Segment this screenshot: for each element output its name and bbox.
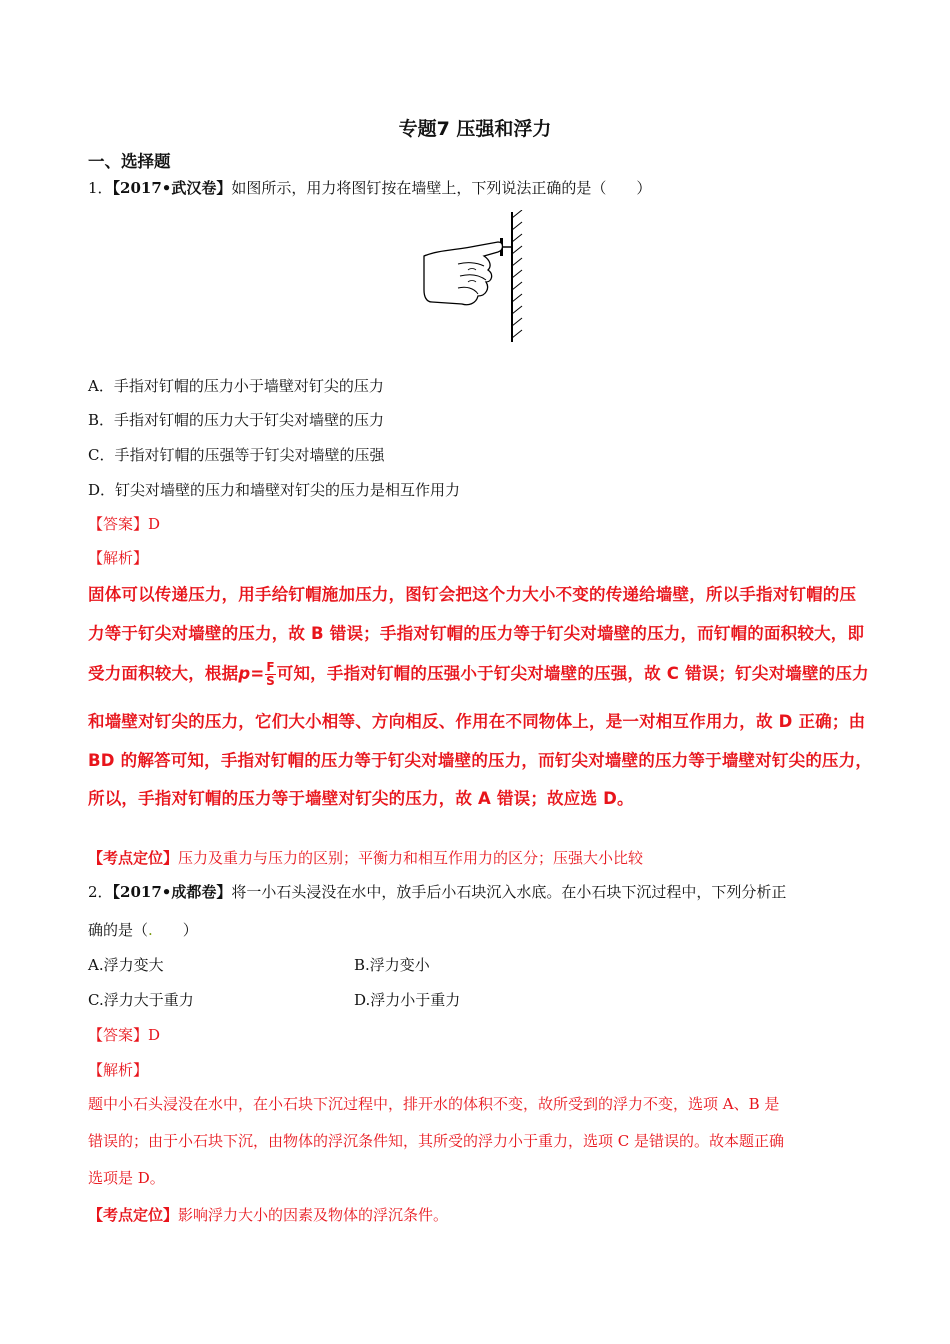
q1-stem-text: 如图所示，用力将图钉按在墙壁上，下列说法正确的是（ ） bbox=[231, 179, 652, 197]
q2-tag: 【2017•成都卷】 bbox=[112, 883, 232, 901]
q2-option-d: D.浮力小于重力 bbox=[354, 991, 461, 1009]
q1-analysis-line: BD 的解答可知，手指对钉帽的压力等于钉尖对墙壁的压力，而钉尖对墙壁的压力等于墙壁对钉尖的压力， bbox=[88, 751, 873, 770]
q2-kaodian bbox=[88, 1205, 448, 1225]
q2-stem-end: ） bbox=[152, 921, 198, 939]
q1-analysis-line: 力等于钉尖对墙壁的压力，故 B 错误；手指对钉帽的压力等于钉尖对墙壁的压力，而钉帽的面积较大，即 bbox=[88, 624, 865, 643]
q1-analysis-line: 固体可以传递压力，用手给钉帽施加压力，图钉会把这个力大小不变的传递给墙壁，所以手指对钉帽的压 bbox=[88, 585, 857, 604]
q1-analysis-prefix: 受力面积较大，根据 bbox=[88, 664, 239, 683]
q1-kaodian-label: 【考点定位】 bbox=[88, 849, 179, 867]
page-title: 专题7 压强和浮力 bbox=[398, 118, 552, 140]
q1-analysis-suffix: 可知，手指对钉帽的压强小于钉尖对墙壁的压强，故 C 错误；钉尖对墙壁的压力 bbox=[276, 664, 869, 683]
q2-analysis-line: 错误的；由于小石块下沉，由物体的浮沉条件知，其所受的浮力小于重力，选项 C 是错误的。故本题正确 bbox=[88, 1132, 785, 1150]
q1-answer bbox=[88, 514, 160, 534]
q1-kaodian-text: 压力及重力与压力的区别；平衡力和相互作用力的区分；压强大小比较 bbox=[178, 849, 644, 867]
q1-stem bbox=[88, 178, 651, 198]
q1-answer-label: 【答案】 bbox=[88, 515, 149, 533]
formula-numerator: F bbox=[266, 660, 275, 674]
formula-p: p= bbox=[238, 664, 265, 683]
pressure-formula bbox=[265, 661, 275, 688]
q2-kaodian-text: 影响浮力大小的因素及物体的浮沉条件。 bbox=[178, 1206, 449, 1224]
q2-stem bbox=[88, 882, 786, 902]
q1-analysis-line bbox=[88, 661, 869, 688]
q2-answer-value: D bbox=[148, 1026, 161, 1044]
q1-option-b: B．手指对钉帽的压力大于钉尖对墙壁的压力 bbox=[88, 411, 385, 429]
q2-option-b: B.浮力变小 bbox=[354, 956, 430, 974]
q2-option-c: C.浮力大于重力 bbox=[88, 991, 194, 1009]
q2-stem-line2 bbox=[88, 920, 198, 940]
q2-number: 2． bbox=[88, 883, 113, 901]
q2-option-a: A.浮力变大 bbox=[88, 956, 164, 974]
q1-option-d: D．钉尖对墙壁的压力和墙壁对钉尖的压力是相互作用力 bbox=[88, 481, 461, 499]
formula-denominator: S bbox=[266, 674, 275, 688]
q1-answer-value: D bbox=[148, 515, 161, 533]
q1-number: 1． bbox=[88, 179, 113, 197]
q1-kaodian bbox=[88, 848, 643, 868]
q2-analysis-line: 选项是 D。 bbox=[88, 1169, 165, 1187]
q2-answer-label: 【答案】 bbox=[88, 1026, 149, 1044]
section-heading: 一、选择题 bbox=[88, 152, 171, 171]
q2-stem-text: 将一小石头浸没在水中，放手后小石块沉入水底。在小石块下沉过程中，下列分析正 bbox=[231, 883, 787, 901]
q1-analysis-line: 所以，手指对钉帽的压力等于墙壁对钉尖的压力，故 A 错误；故应选 D。 bbox=[88, 789, 634, 808]
q2-answer bbox=[88, 1025, 160, 1045]
q1-option-a: A．手指对钉帽的压力小于墙壁对钉尖的压力 bbox=[88, 377, 384, 395]
q1-analysis-label: 【解析】 bbox=[88, 549, 149, 567]
q2-stem-text2: 确的是（ bbox=[88, 921, 149, 939]
q1-tag: 【2017•武汉卷】 bbox=[112, 179, 232, 197]
q2-analysis-label: 【解析】 bbox=[88, 1061, 149, 1079]
thumbtack-figure bbox=[418, 210, 534, 342]
q1-analysis-line: 和墙壁对钉尖的压力，它们大小相等、方向相反、作用在不同物体上，是一对相互作用力，故 D 正确；由 bbox=[88, 712, 866, 731]
q2-analysis-line: 题中小石头浸没在水中，在小石块下沉过程中，排开水的体积不变，故所受到的浮力不变，选项 A、B 是 bbox=[88, 1095, 780, 1113]
q2-stem-dot: . bbox=[148, 921, 153, 939]
q2-kaodian-label: 【考点定位】 bbox=[88, 1206, 179, 1224]
q1-option-c: C．手指对钉帽的压强等于钉尖对墙壁的压强 bbox=[88, 446, 385, 464]
